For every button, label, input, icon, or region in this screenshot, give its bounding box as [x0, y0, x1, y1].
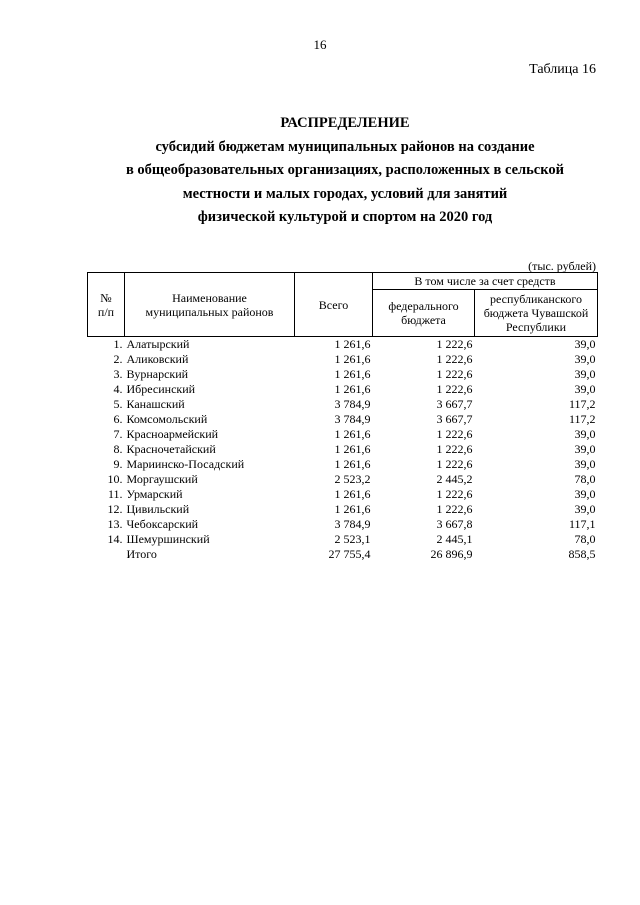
- district-name: Моргаушский: [126, 472, 198, 486]
- header-group: [373, 273, 598, 290]
- table-row: [88, 472, 598, 487]
- federal-amount: 3 667,7: [436, 397, 473, 411]
- republic-amount: 117,2: [568, 412, 596, 426]
- district-name: Вурнарский: [126, 367, 189, 381]
- table-row: [88, 367, 598, 382]
- district-name: Чебоксарский: [126, 517, 199, 531]
- federal-amount: 1 222,6: [436, 367, 473, 381]
- total-amount: 1 261,6: [334, 457, 371, 471]
- total-row: [88, 547, 598, 562]
- republic-amount: 39,0: [574, 442, 596, 456]
- table-row: [88, 442, 598, 457]
- table-body: [88, 337, 598, 563]
- total-amount: 3 784,9: [334, 412, 371, 426]
- republic-amount: 78,0: [574, 532, 596, 546]
- republic-amount: 39,0: [574, 457, 596, 471]
- total-amount: 3 784,9: [334, 517, 371, 531]
- row-number: 14.: [107, 532, 123, 546]
- republic-amount: 78,0: [574, 472, 596, 486]
- total-amount: 1 261,6: [334, 367, 371, 381]
- table-row: [88, 487, 598, 502]
- total-amount: 3 784,9: [334, 397, 371, 411]
- subsidy-table: [87, 272, 598, 562]
- federal-amount: 1 222,6: [436, 427, 473, 441]
- district-name: Урмарский: [126, 487, 183, 501]
- table-row: [88, 412, 598, 427]
- federal-amount: 1 222,6: [436, 487, 473, 501]
- federal-amount: 1 222,6: [436, 337, 473, 351]
- republic-amount: 39,0: [574, 337, 596, 351]
- header-republic-label: республиканского бюджета Чувашской Республики: [483, 292, 589, 334]
- district-name: Ибресинский: [126, 382, 196, 396]
- district-name: Красночетайский: [126, 442, 216, 456]
- table-row: [88, 532, 598, 547]
- federal-amount: 1 222,6: [436, 352, 473, 366]
- heading-line-1: РАСПРЕДЕЛЕНИЕ: [280, 115, 410, 131]
- district-name: Цивильский: [126, 502, 190, 516]
- district-name: Комсомольский: [126, 412, 208, 426]
- total-amount: 1 261,6: [334, 382, 371, 396]
- header-federal: [373, 290, 475, 337]
- total-amount: 1 261,6: [334, 337, 371, 351]
- district-name: Шемуршинский: [126, 532, 210, 546]
- federal-amount: 3 667,8: [436, 517, 473, 531]
- district-name: Канашский: [126, 397, 185, 411]
- header-total: [295, 273, 373, 337]
- district-name: Аликовский: [126, 352, 189, 366]
- table-row: [88, 517, 598, 532]
- table-row: [88, 427, 598, 442]
- row-number: 7.: [113, 427, 123, 441]
- page-number: 16: [313, 37, 327, 52]
- header-name: [125, 273, 295, 337]
- table-row: [88, 352, 598, 367]
- republic-amount: 39,0: [574, 487, 596, 501]
- federal-amount: 1 222,6: [436, 502, 473, 516]
- federal-amount: 2 445,2: [436, 472, 473, 486]
- grand-total: 27 755,4: [328, 547, 371, 561]
- table-row: [88, 337, 598, 353]
- republic-amount: 39,0: [574, 367, 596, 381]
- district-name: Мариинско-Посадский: [126, 457, 245, 471]
- district-name: Алатырский: [126, 337, 190, 351]
- republic-amount: 117,2: [568, 397, 596, 411]
- header-total-label: Всего: [318, 297, 349, 312]
- header-num-label: № п/п: [97, 290, 115, 319]
- row-number: 3.: [113, 367, 123, 381]
- row-number: 13.: [107, 517, 123, 531]
- grand-republic: 858,5: [568, 547, 596, 561]
- republic-amount: 39,0: [574, 382, 596, 396]
- header-republic: [475, 290, 598, 337]
- row-number: 5.: [113, 397, 123, 411]
- row-number: 8.: [113, 442, 123, 456]
- republic-amount: 39,0: [574, 352, 596, 366]
- row-number: 11.: [107, 487, 123, 501]
- total-amount: 2 523,1: [334, 532, 371, 546]
- document-heading: [90, 112, 600, 230]
- district-name: Красноармейский: [126, 427, 219, 441]
- republic-amount: 39,0: [574, 502, 596, 516]
- republic-amount: 117,1: [568, 517, 596, 531]
- row-number: 6.: [113, 412, 123, 426]
- row-number: 1.: [113, 337, 123, 351]
- federal-amount: 3 667,7: [436, 412, 473, 426]
- table-row: [88, 397, 598, 412]
- row-number: 10.: [107, 472, 123, 486]
- table-row: [88, 502, 598, 517]
- row-number: 2.: [113, 352, 123, 366]
- row-number: 9.: [113, 457, 123, 471]
- total-amount: 1 261,6: [334, 352, 371, 366]
- heading-line-3: в общеобразовательных организациях, расположенных в сельской: [125, 162, 565, 178]
- federal-amount: 1 222,6: [436, 457, 473, 471]
- grand-federal: 26 896,9: [430, 547, 473, 561]
- total-amount: 1 261,6: [334, 442, 371, 456]
- row-number: 12.: [107, 502, 123, 516]
- republic-amount: 39,0: [574, 427, 596, 441]
- federal-amount: 1 222,6: [436, 382, 473, 396]
- total-amount: 2 523,2: [334, 472, 371, 486]
- heading-line-4: местности и малых городах, условий для занятий: [182, 185, 508, 202]
- units-note: (тыс. рублей): [528, 259, 596, 273]
- row-number: 4.: [113, 382, 123, 396]
- table-row: [88, 382, 598, 397]
- heading-line-5: физической культурой и спортом на 2020 год: [197, 209, 493, 225]
- table-label: Таблица 16: [529, 62, 596, 77]
- header-federal-label: федерального бюджета: [388, 299, 459, 327]
- total-amount: 1 261,6: [334, 487, 371, 501]
- header-group-label: В том числе за счет средств: [414, 274, 556, 288]
- federal-amount: 1 222,6: [436, 442, 473, 456]
- total-amount: 1 261,6: [334, 427, 371, 441]
- header-num: [88, 273, 125, 337]
- table-row: [88, 457, 598, 472]
- total-label: Итого: [126, 547, 157, 561]
- federal-amount: 2 445,1: [436, 532, 473, 546]
- total-row-number: [88, 547, 125, 562]
- total-amount: 1 261,6: [334, 502, 371, 516]
- header-name-label: Наименование муниципальных районов: [145, 290, 274, 319]
- heading-line-2: субсидий бюджетам муниципальных районов на создание: [155, 138, 535, 155]
